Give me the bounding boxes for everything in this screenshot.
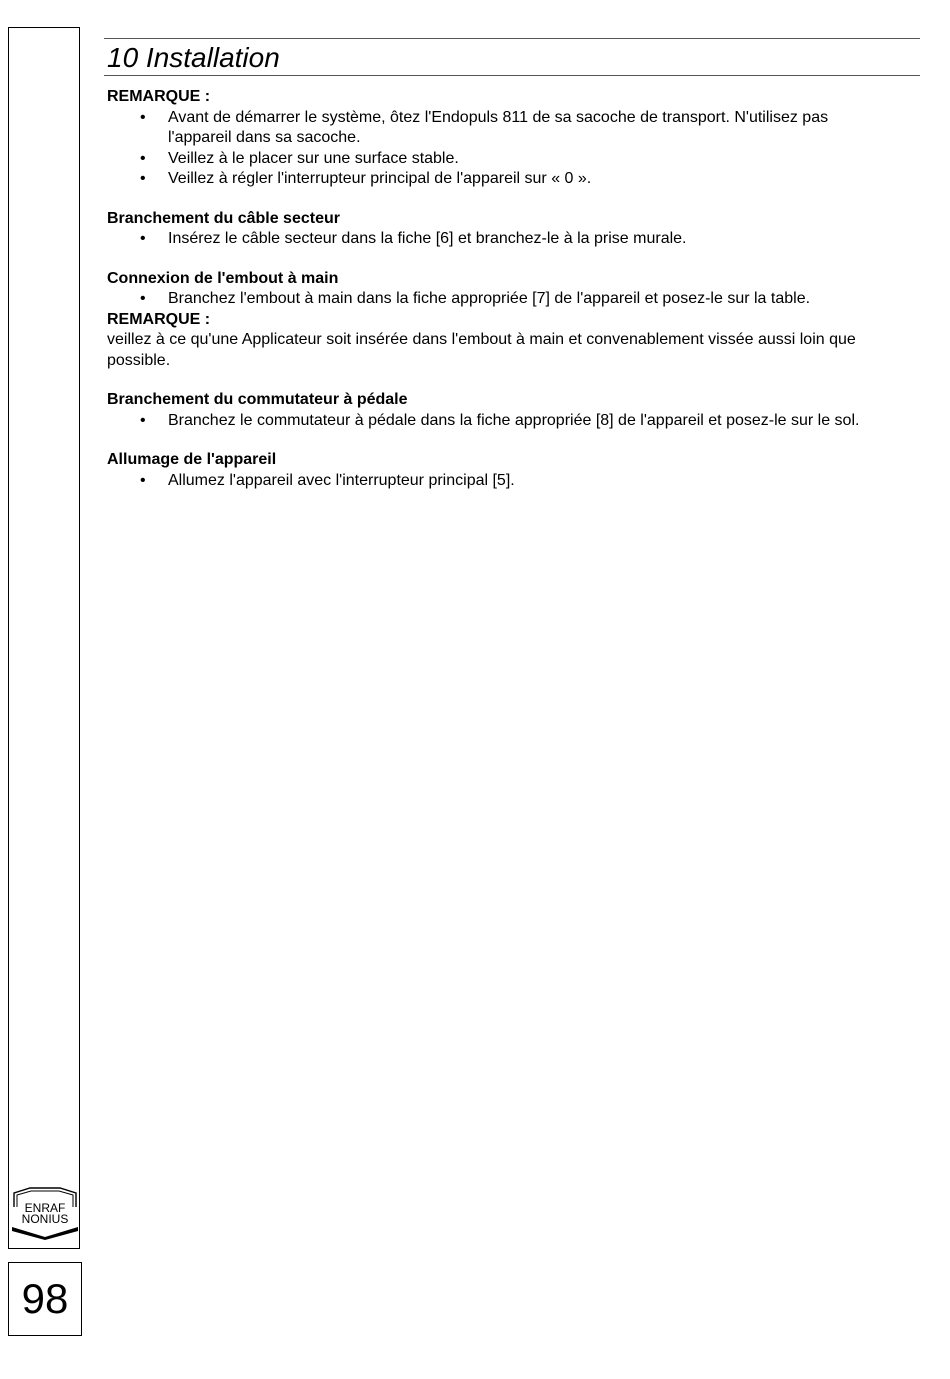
foot-switch-bullet-list (107, 411, 889, 432)
logo-text-nonius: NONIUS (21, 1212, 69, 1226)
note-label: REMARQUE : (107, 88, 211, 105)
section-heading-foot-switch: Branchement du commutateur à pédale (107, 391, 408, 408)
enraf-nonius-logo (10, 1185, 80, 1240)
section-heading-handpiece: Connexion de l'embout à main (107, 269, 339, 287)
header-rule-top (104, 38, 920, 39)
side-margin-frame (8, 27, 80, 1249)
power-on-bullet-list (107, 471, 889, 492)
page-number-box (8, 1262, 82, 1336)
list-item: • Branchez l'embout à main dans la fiche appropriée [7] de l'appareil et posez-le sur la table. (107, 289, 889, 310)
list-item: • Allumez l'appareil avec l'interrupteur principal [5]. (107, 471, 889, 492)
list-item: • Avant de démarrer le système, ôtez l'Endopuls 811 de sa sacoche de transport. N'utilisez pas l'appareil dans sa sacoche. (107, 108, 889, 149)
section-heading-mains-cable: Branchement du câble secteur (107, 209, 340, 227)
note-label: REMARQUE : (107, 310, 211, 328)
chapter-title: 10 Installation (107, 42, 280, 73)
list-item: • Insérez le câble secteur dans la fiche [6] et branchez-le à la prise murale. (107, 229, 889, 250)
list-item: • Branchez le commutateur à pédale dans la fiche appropriée [8] de l'appareil et posez-le sur le sol. (107, 411, 889, 432)
list-item: • Veillez à régler l'interrupteur principal de l'appareil sur « 0 ». (107, 169, 889, 190)
section-heading-power-on: Allumage de l'appareil (107, 451, 277, 468)
intro-bullet-list (107, 108, 889, 190)
handpiece-bullet-list (107, 289, 889, 310)
note-text: veillez à ce qu'une Applicateur soit insérée dans l'embout à main et convenablement vissée aussi loin que possible. (107, 331, 856, 369)
header-rule-bottom (104, 75, 920, 76)
page-number: 98 (21, 1275, 69, 1322)
mains-cable-bullet-list (107, 229, 889, 250)
list-item: • Veillez à le placer sur une surface stable. (107, 149, 889, 170)
main-content (107, 87, 889, 491)
logo-text-enraf: ENRAF (24, 1201, 66, 1215)
